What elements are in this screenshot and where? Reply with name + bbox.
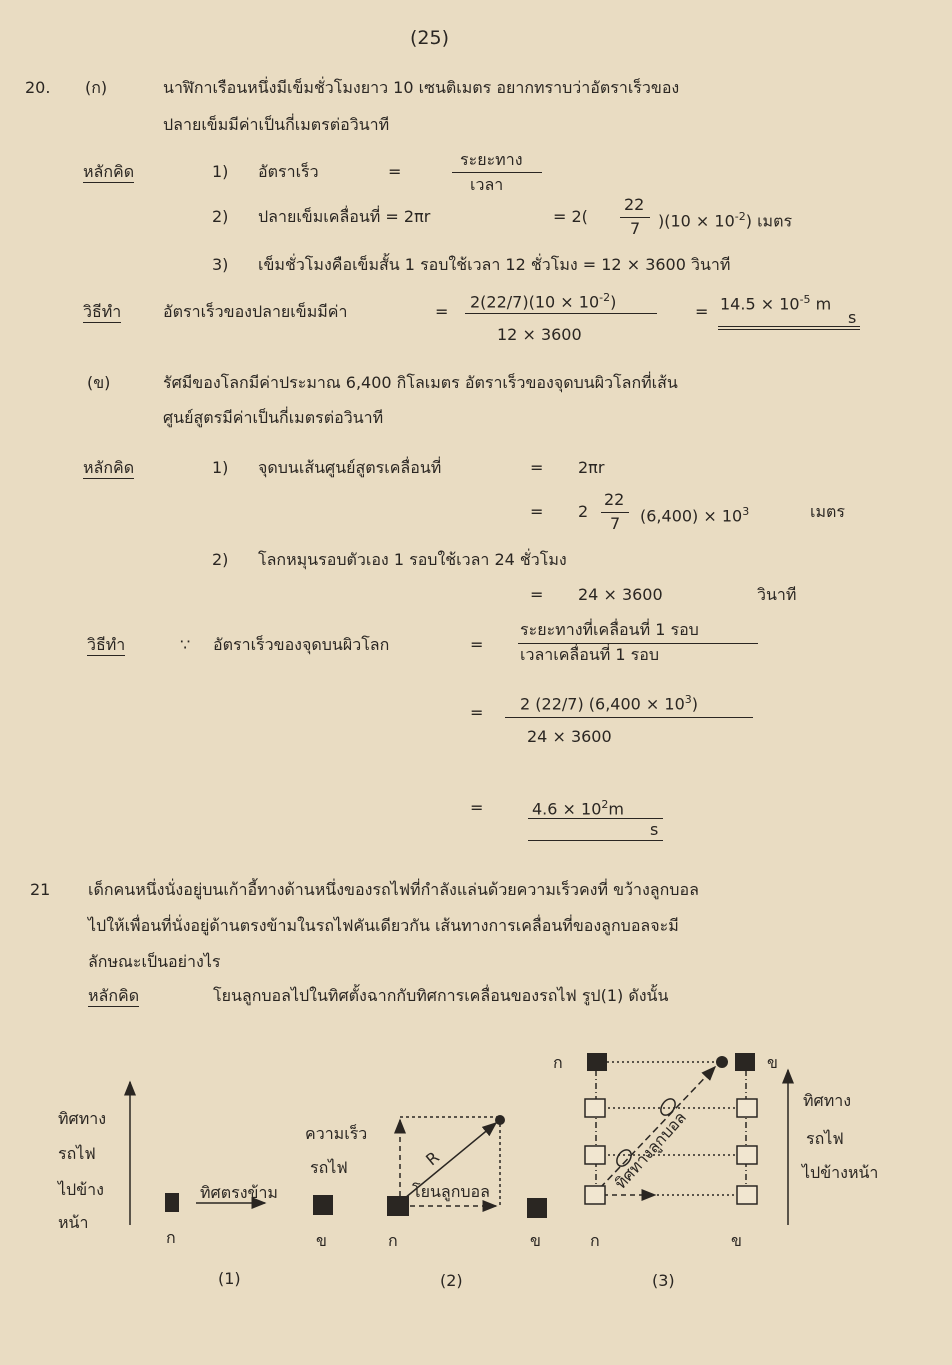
- step-number: 1): [212, 458, 229, 477]
- step-text: โลกหมุนรอบตัวเอง 1 รอบใช้เวลา 24 ชั่วโมง: [258, 550, 567, 569]
- label: หน้า: [58, 1213, 89, 1232]
- fraction-denominator: 7: [630, 219, 641, 238]
- fraction-numerator: 2 (22/7) $(6,400 \times 10^3)$: [520, 693, 698, 714]
- label: ก: [166, 1228, 176, 1247]
- part-label: (ก): [85, 78, 108, 97]
- label: ทิศทาง: [58, 1109, 107, 1128]
- label: ข: [316, 1231, 327, 1250]
- result: $14.5 \times 10^{-5}$ m: [720, 293, 832, 314]
- figure-caption: (2): [440, 1271, 463, 1290]
- label: ข: [530, 1231, 541, 1250]
- label: ข: [731, 1231, 742, 1250]
- equals: =: [530, 502, 544, 521]
- fraction-numerator: $2(22/7)(10 \times 10^{-2})$: [470, 291, 617, 312]
- equals: =: [388, 162, 402, 181]
- person-a-icon: [387, 1196, 409, 1216]
- result: $4.6 \times 10^2m$: [532, 798, 624, 819]
- step-text: อัตราเร็ว: [258, 162, 319, 181]
- person-a-icon: [587, 1053, 607, 1071]
- unit-denominator: s: [650, 820, 659, 839]
- fraction-numerator: 22: [604, 490, 625, 509]
- position-a-icon: [585, 1146, 605, 1164]
- position-b-icon: [737, 1099, 757, 1117]
- label: ข: [767, 1053, 778, 1072]
- method-text: อัตราเร็วของจุดบนผิวโลก: [213, 635, 390, 654]
- unit-denominator: s: [848, 308, 857, 327]
- question-text: นาฬิกาเรือนหนึ่งมีเข็มชั่วโมงยาว 10 เซนติเมตร อยากทราบว่าอัตราเร็วของ: [163, 78, 680, 97]
- question-text: ศูนย์สูตรมีค่าเป็นกี่เมตรต่อวินาที: [163, 408, 384, 427]
- page-number: (25): [410, 27, 450, 49]
- fraction-denominator: 24 × 3600: [527, 727, 612, 746]
- question-text: ปลายเข็มมีค่าเป็นกี่เมตรต่อวินาที: [163, 115, 390, 134]
- label: รถไฟ: [58, 1144, 96, 1163]
- label: R: [422, 1147, 443, 1170]
- fraction-denominator: เวลาเคลื่อนที่ 1 รอบ: [520, 645, 660, 664]
- question-text: ไปให้เพื่อนที่นั่งอยู่ด้านตรงข้ามในรถไฟคันเดียวกัน เส้นทางการเคลื่อนที่ของลูกบอลจะมี: [88, 916, 679, 935]
- label: ก: [553, 1053, 563, 1072]
- question-text: เด็กคนหนึ่งนั่งอยู่บนเก้าอี้ทางด้านหนึ่งของรถไฟที่กำลังแล่นด้วยความเร็วคงที่ ขว้างลูกบอล: [88, 880, 699, 899]
- equals: =: [470, 703, 484, 722]
- position-b-icon: [737, 1186, 757, 1204]
- fraction-denominator: 7: [610, 514, 621, 533]
- step-text: เข็มชั่วโมงคือเข็มสั้น 1 รอบใช้เวลา 12 ชั่วโมง = 12 × 3600 วินาที: [258, 255, 731, 274]
- equals: =: [435, 302, 449, 321]
- step-number: 2): [212, 550, 229, 569]
- equals: =: [695, 302, 709, 321]
- figure-caption: (1): [218, 1269, 241, 1288]
- concept-text: โยนลูกบอลไปในทิศตั้งฉากกับทิศการเคลื่อนของรถไฟ รูป(1) ดังนั้น: [213, 986, 669, 1005]
- person-b-icon: [527, 1198, 547, 1218]
- fraction-numerator: ระยะทาง: [460, 150, 523, 169]
- person-b-icon: [313, 1195, 333, 1215]
- label: ทิศทาง: [803, 1091, 852, 1110]
- label: ทิศตรงข้าม: [200, 1183, 278, 1202]
- equation: )$(10 \times 10^{-2})$ เมตร: [658, 210, 793, 231]
- equation: $(6,400) \times 10^3$: [640, 505, 750, 526]
- ball-icon: [495, 1115, 505, 1125]
- concept-label: หลักคิด: [88, 986, 140, 1005]
- position-a-icon: [585, 1099, 605, 1117]
- equation: = 2(: [553, 207, 588, 226]
- fraction-denominator: เวลา: [470, 175, 504, 194]
- method-label: วิธีทำ: [87, 635, 126, 654]
- fraction-numerator: ระยะทางที่เคลื่อนที่ 1 รอบ: [520, 620, 699, 639]
- because-symbol: ∵: [180, 635, 191, 654]
- label: ทิศทางลูกบอล: [610, 1107, 690, 1193]
- method-text: อัตราเร็วของปลายเข็มมีค่า: [163, 302, 348, 321]
- equals: =: [530, 458, 544, 477]
- equation: 2πr: [578, 458, 605, 477]
- label: ไปข้างหน้า: [802, 1163, 879, 1182]
- step-text: จุดบนเส้นศูนย์สูตรเคลื่อนที่: [258, 458, 442, 477]
- label: โยนลูกบอล: [412, 1182, 490, 1201]
- label: ไปข้าง: [58, 1180, 104, 1199]
- fraction-denominator: 12 × 3600: [497, 325, 582, 344]
- label: รถไฟ: [806, 1129, 844, 1148]
- question-number: 21: [30, 880, 51, 899]
- step-number: 2): [212, 207, 229, 226]
- label: ก: [388, 1231, 398, 1250]
- step-number: 1): [212, 162, 229, 181]
- label: ความเร็ว: [305, 1124, 368, 1143]
- ball-icon: [716, 1056, 728, 1068]
- question-text: รัศมีของโลกมีค่าประมาณ 6,400 กิโลเมตร อัตราเร็วของจุดบนผิวโลกที่เส้น: [163, 373, 678, 392]
- method-label: วิธีทำ: [83, 302, 122, 321]
- part-label: (ข): [87, 373, 111, 392]
- equation: 2: [578, 502, 589, 521]
- position-a-icon: [585, 1186, 605, 1204]
- person-a-icon: [165, 1193, 179, 1212]
- question-text: ลักษณะเป็นอย่างไร: [88, 952, 221, 971]
- fraction-numerator: 22: [624, 195, 645, 214]
- unit: เมตร: [810, 502, 845, 521]
- label: รถไฟ: [310, 1158, 348, 1177]
- equals: =: [530, 585, 544, 604]
- label: ก: [590, 1231, 600, 1250]
- step-text: ปลายเข็มเคลื่อนที่ = 2πr: [258, 207, 431, 226]
- position-b-icon: [737, 1146, 757, 1164]
- equals: =: [470, 635, 484, 654]
- person-b-icon: [735, 1053, 755, 1071]
- step-number: 3): [212, 255, 229, 274]
- equation: 24 × 3600: [578, 585, 663, 604]
- equals: =: [470, 798, 484, 817]
- unit: วินาที: [757, 585, 797, 604]
- concept-label: หลักคิด: [83, 458, 135, 477]
- figure-caption: (3): [652, 1271, 675, 1290]
- concept-label: หลักคิด: [83, 162, 135, 181]
- question-number: 20.: [25, 78, 51, 97]
